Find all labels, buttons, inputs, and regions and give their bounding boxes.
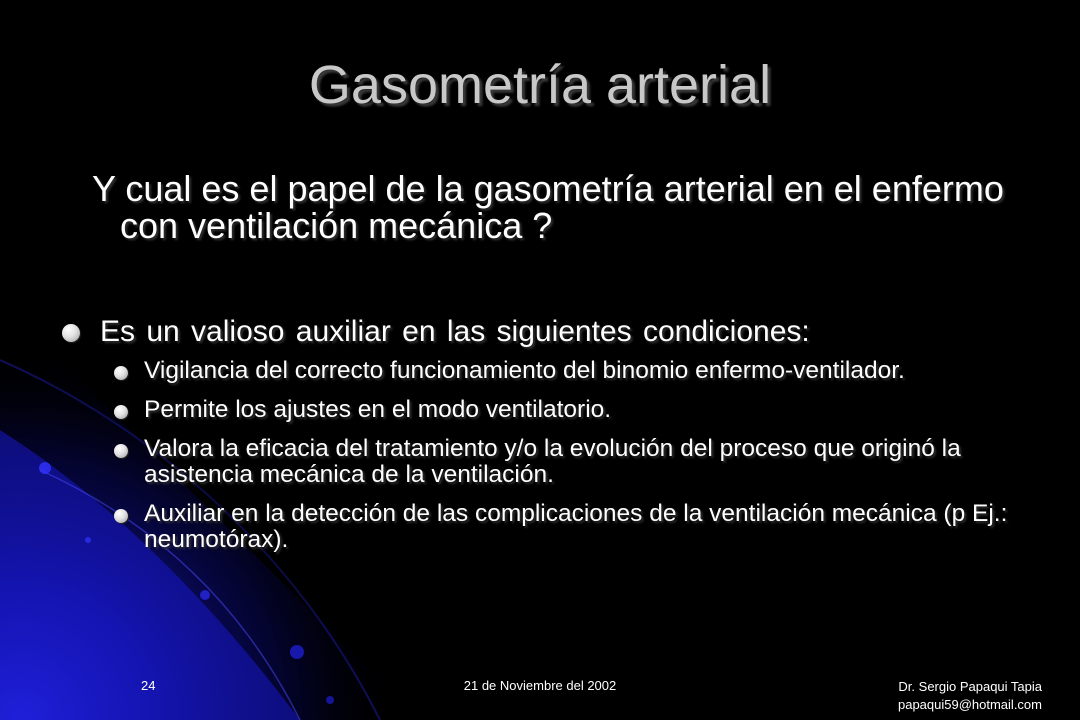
slide-number: 24 — [141, 678, 156, 693]
slide-title: Gasometría arterial — [308, 55, 772, 115]
bullet-icon — [114, 444, 128, 458]
main-bullet-text: Es un valioso auxiliar en las siguientes condiciones: — [100, 315, 810, 348]
blue-dot — [326, 696, 334, 704]
sub-bullet-item — [114, 436, 1052, 488]
sub-bullet-list — [114, 358, 1052, 553]
sub-bullet-text: Valora la eficacia del tratamiento y/o la evolución del proceso que originó la asistencia mecánica de la ventilación. — [144, 435, 961, 488]
author-name: Dr. Sergio Papaqui Tapia — [898, 679, 1042, 694]
main-bullet-item — [62, 314, 1052, 350]
footer-author-block — [898, 678, 1042, 714]
bullet-icon — [62, 324, 80, 342]
content-list — [62, 314, 1052, 566]
sub-bullet-text: Vigilancia del correcto funcionamiento del binomio enfermo-ventilador. — [144, 357, 905, 384]
author-email: papaqui59@hotmail.com — [897, 697, 1042, 712]
blue-dot — [39, 462, 51, 474]
slide-subtitle: Y cual es el papel de la gasometría arterial en el enfermo con ventilación mecánica ? — [92, 168, 1004, 246]
bullet-icon — [114, 405, 128, 419]
sub-bullet-item — [114, 358, 1052, 384]
blue-dot — [290, 645, 304, 659]
sub-bullet-item — [114, 397, 1052, 423]
sub-bullet-item — [114, 501, 1052, 553]
bullet-icon — [114, 509, 128, 523]
bullet-icon — [114, 366, 128, 380]
sub-bullet-text: Permite los ajustes en el modo ventilatorio. — [144, 396, 612, 423]
sub-bullet-text: Auxiliar en la detección de las complicaciones de la ventilación mecánica (p Ej.: neumotórax). — [144, 500, 1008, 553]
footer-date: 21 de Noviembre del 2002 — [463, 678, 617, 693]
blue-dot — [200, 590, 210, 600]
